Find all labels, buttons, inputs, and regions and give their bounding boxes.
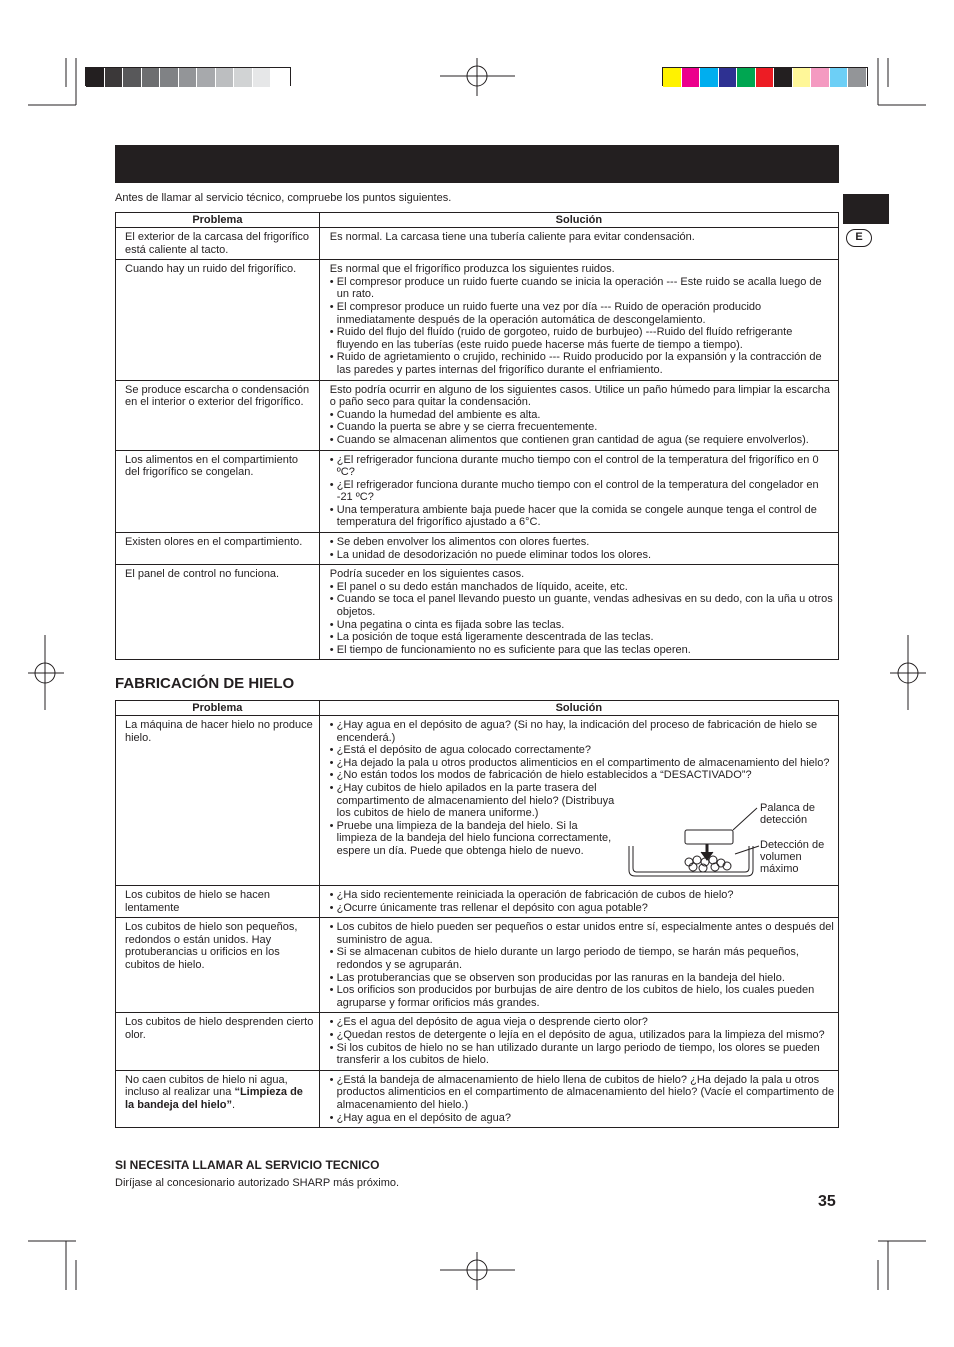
solution-bullet: • ¿Ocurre únicamente tras rellenar el depósito con agua potable? xyxy=(330,902,836,915)
solution-bullet: • Se deben envolver los alimentos con olores fuertes. xyxy=(330,536,836,549)
color-swatch xyxy=(774,68,793,87)
color-swatch xyxy=(700,68,719,87)
solution-bullet: • Cuando se almacenan alimentos que contienen gran cantidad de agua (se requiere envolverlos). xyxy=(330,434,836,447)
problem-cell: El exterior de la carcasa del frigorífico está caliente al tacto. xyxy=(116,228,320,260)
solution-bullet: • Cuando la humedad del ambiente es alta. xyxy=(330,409,836,422)
max-volume-label: Detección de volumen máximo xyxy=(760,839,825,875)
color-swatch xyxy=(737,68,756,87)
solution-bullet: • ¿Está la bandeja de almacenamiento de hielo llena de cubitos de hielo? ¿Ha dejado la pala u otros productos alimenticios en el compartimento de almacenamiento del hielo? (Vacíe el compartimento de almacenamiento del hielo.) xyxy=(330,1074,836,1112)
solution-bullet: • Cuando la puerta se abre y se cierra frecuentemente. xyxy=(330,421,836,434)
solution-list xyxy=(330,536,836,561)
gray-swatch xyxy=(197,68,216,87)
solution-bullet: • La posición de toque está ligeramente descentrada de las teclas. xyxy=(330,631,836,644)
solution-bullet: • El panel o su dedo están manchados de líquido, aceite, etc. xyxy=(330,581,836,594)
solution-bullet: • Ruido del flujo del fluído (ruido de gorgoteo, ruido de burbujeo) ---Ruido del fluído refrigerante fluyendo en las tuberías (este ruido puede hacerse más fuerte de tiempo a tiempo). xyxy=(330,326,836,351)
service-title: SI NECESITA LLAMAR AL SERVICIO TECNICO xyxy=(115,1158,380,1172)
solution-bullet: • ¿Hay agua en el depósito de agua? (Si no hay, la indicación del proceso de fabricación de hielo se encenderá.) xyxy=(330,719,836,744)
solution-intro: Podría suceder en los siguientes casos. xyxy=(329,568,525,581)
color-swatch xyxy=(848,68,867,87)
color-swatch xyxy=(756,68,775,87)
intro-text: Antes de llamar al servicio técnico, compruebe los puntos siguientes. xyxy=(115,192,452,204)
table-row xyxy=(116,886,839,918)
solution-bullet: • Ruido de agrietamiento o crujido, rechinido --- Ruido producido por la expansión y la contracción de las paredes y partes internas del frigorífico durante el enfriamiento. xyxy=(330,351,836,376)
ice-section-title: FABRICACIÓN DE HIELO xyxy=(115,675,295,692)
solution-cell xyxy=(319,260,838,380)
solution-list xyxy=(330,1016,836,1066)
grayscale-swatch-bar xyxy=(85,67,291,86)
language-badge: E xyxy=(846,229,872,247)
solution-list xyxy=(330,409,836,447)
problem-cell: Los cubitos de hielo son pequeños, redondos o están unidos. Hay protuberancias u orificios en los cubitos de hielo. xyxy=(116,918,320,1013)
problem-cell xyxy=(116,1070,320,1127)
side-tab-marker xyxy=(843,194,889,224)
solution-list xyxy=(330,921,836,1009)
solution-bullet: • Cuando se toca el panel llevando puesto un guante, vendas adhesivas en su dedo, con la uña u otros objetos. xyxy=(330,593,836,618)
color-swatch xyxy=(811,68,830,87)
gray-swatch xyxy=(123,68,142,87)
solution-bullet: • Si los cubitos de hielo no se han utilizado durante un largo periodo de tiempo, los olores se pueden transferir a los cubitos de hielo. xyxy=(330,1042,836,1067)
column-header-problem: Problema xyxy=(116,701,320,716)
gray-swatch xyxy=(160,68,179,87)
problem-cell: Los alimentos en el compartimiento del frigorífico se congelan. xyxy=(116,450,320,533)
solution-bullet: • Una temperatura ambiente baja puede hacer que la comida se congele aunque tenga el control de temperatura del frigorífico ajustado a 6°C. xyxy=(330,504,836,529)
solution-list xyxy=(330,889,836,914)
gray-swatch xyxy=(86,68,105,87)
solution-bullet: • ¿Está el depósito de agua colocado correctamente? xyxy=(330,744,836,757)
section-header-bar xyxy=(115,145,839,183)
page-number: 35 xyxy=(818,1193,836,1210)
ice-tray-diagram xyxy=(627,800,839,882)
solution-bullet: • ¿Es el agua del depósito de agua vieja o desprende cierto olor? xyxy=(330,1016,836,1029)
table-row xyxy=(116,918,839,1013)
table-row xyxy=(116,450,839,533)
solution-intro: Es normal. La carcasa tiene una tubería caliente para evitar condensación. xyxy=(329,231,695,243)
solution-intro: Esto podría ocurrir en alguno de los siguientes casos. Utilice un paño húmedo para limpiar la escarcha o paño seco para quitar la condensación. xyxy=(329,383,830,409)
solution-list xyxy=(330,454,836,530)
solution-cell xyxy=(319,1013,838,1070)
solution-bullet: • Si se almacenan cubitos de hielo durante un largo periodo de tiempo, se harán más pequeños, redondos y se agruparán. xyxy=(330,946,836,971)
solution-cell xyxy=(319,565,838,660)
column-header-problem: Problema xyxy=(116,213,320,228)
table-row xyxy=(116,228,839,260)
solution-cell xyxy=(319,533,838,565)
solution-bullet: • El compresor produce un ruido fuerte una vez por día --- Ruido de operación producido inmediatamente después de la operación automática de descongelamiento. xyxy=(330,301,836,326)
gray-swatch xyxy=(216,68,235,87)
problem-cell: Los cubitos de hielo se hacen lentamente xyxy=(116,886,320,918)
problem-cell: Cuando hay un ruido del frigorífico. xyxy=(116,260,320,380)
solution-bullet: • ¿Hay cubitos de hielo apilados en la parte trasera del compartimento de almacenamiento del hielo? (Distribuya los cubitos de hielo de manera uniforme.) xyxy=(330,782,620,820)
solution-bullet: • ¿El refrigerador funciona durante mucho tiempo con el control de la temperatura del frigorífico en 0 ºC? xyxy=(330,454,836,479)
solution-cell xyxy=(319,886,838,918)
solution-bullet: • El compresor produce un ruido fuerte cuando se inicia la operación --- Este ruido se acalla luego de un rato. xyxy=(330,276,836,301)
color-swatch xyxy=(682,68,701,87)
table-row xyxy=(116,1070,839,1127)
solution-bullet: • ¿Hay agua en el depósito de agua? xyxy=(330,1112,836,1125)
color-swatch-bar xyxy=(662,67,868,86)
table-row xyxy=(116,380,839,450)
solution-list xyxy=(330,581,836,657)
table-row xyxy=(116,565,839,660)
solution-bullet: • La unidad de desodorización no puede eliminar todos los olores. xyxy=(330,549,836,562)
solution-cell xyxy=(319,1070,838,1127)
problem-text: . xyxy=(231,1098,236,1111)
solution-bullet: • ¿No están todos los modos de fabricación de hielo establecidos a “DESACTIVADO”? xyxy=(330,769,836,782)
color-swatch xyxy=(793,68,812,87)
problem-cell: Los cubitos de hielo desprenden cierto olor. xyxy=(116,1013,320,1070)
solution-cell xyxy=(319,918,838,1013)
solution-bullet: • Los orificios son producidos por burbujas de aire dentro de los cubitos de hielo, los cuales pueden agruparse y formar orificios más grandes. xyxy=(330,984,836,1009)
solution-bullet: • Pruebe una limpieza de la bandeja del hielo. Si la limpieza de la bandeja del hielo funciona correctamente, espere un día. Puede que obtenga hielo de nuevo. xyxy=(330,820,620,858)
table-row xyxy=(116,1013,839,1070)
problem-cell: Se produce escarcha o condensación en el interior o exterior del frigorífico. xyxy=(116,380,320,450)
color-swatch xyxy=(663,68,682,87)
gray-swatch xyxy=(253,68,272,87)
detection-lever-label: Palanca de detección xyxy=(760,802,816,826)
gray-swatch xyxy=(234,68,253,87)
table-row xyxy=(116,533,839,565)
problem-cell: El panel de control no funciona. xyxy=(116,565,320,660)
problem-text: No caen cubitos de hielo ni agua, incluso al realizar una xyxy=(125,1073,288,1099)
solution-list xyxy=(330,1074,836,1124)
solution-bullet: • ¿Ha sido recientemente reiniciada la operación de fabricación de cubos de hielo? xyxy=(330,889,836,902)
solution-cell xyxy=(319,450,838,533)
problem-cell: La máquina de hacer hielo no produce hielo. xyxy=(116,716,320,886)
solution-bullet: • Una pegatina o cinta es fijada sobre las teclas. xyxy=(330,619,836,632)
solution-intro: Es normal que el frigorífico produzca los siguientes ruidos. xyxy=(329,263,615,276)
table-row xyxy=(116,260,839,380)
problem-text-bold: “Limpieza de la bandeja del hielo” xyxy=(125,1086,303,1111)
solution-list xyxy=(330,276,836,377)
color-swatch xyxy=(830,68,849,87)
ice-troubleshooting-table xyxy=(115,700,839,1128)
solution-bullet: • Los cubitos de hielo pueden ser pequeños o estar unidos entre sí, especialmente antes o después del suministro de agua. xyxy=(330,921,836,946)
solution-bullet: • ¿El refrigerador funciona durante mucho tiempo con el control de la temperatura del congelador en -21 ºC? xyxy=(330,479,836,504)
solution-bullet: • ¿Quedan restos de detergente o lejía en el depósito de agua, utilizados para la limpieza del mismo? xyxy=(330,1029,836,1042)
solution-cell xyxy=(319,228,838,260)
solution-bullet: • ¿Ha dejado la pala u otros productos alimenticios en el compartimento de almacenamiento del hielo? xyxy=(330,757,836,770)
gray-swatch xyxy=(271,68,290,87)
gray-swatch xyxy=(142,68,161,87)
column-header-solution: Solución xyxy=(319,213,838,228)
gray-swatch xyxy=(105,68,124,87)
problem-cell: Existen olores en el compartimiento. xyxy=(116,533,320,565)
solution-bullet: • Las protuberancias que se observen son producidas por las ranuras en la bandeja del hielo. xyxy=(330,972,836,985)
solution-cell xyxy=(319,380,838,450)
service-text: Diríjase al concesionario autorizado SHARP más próximo. xyxy=(115,1177,400,1189)
solution-bullet: • El tiempo de funcionamiento no es suficiente para que las teclas operen. xyxy=(330,644,836,657)
troubleshooting-table xyxy=(115,212,839,660)
column-header-solution: Solución xyxy=(319,701,838,716)
color-swatch xyxy=(719,68,738,87)
gray-swatch xyxy=(179,68,198,87)
